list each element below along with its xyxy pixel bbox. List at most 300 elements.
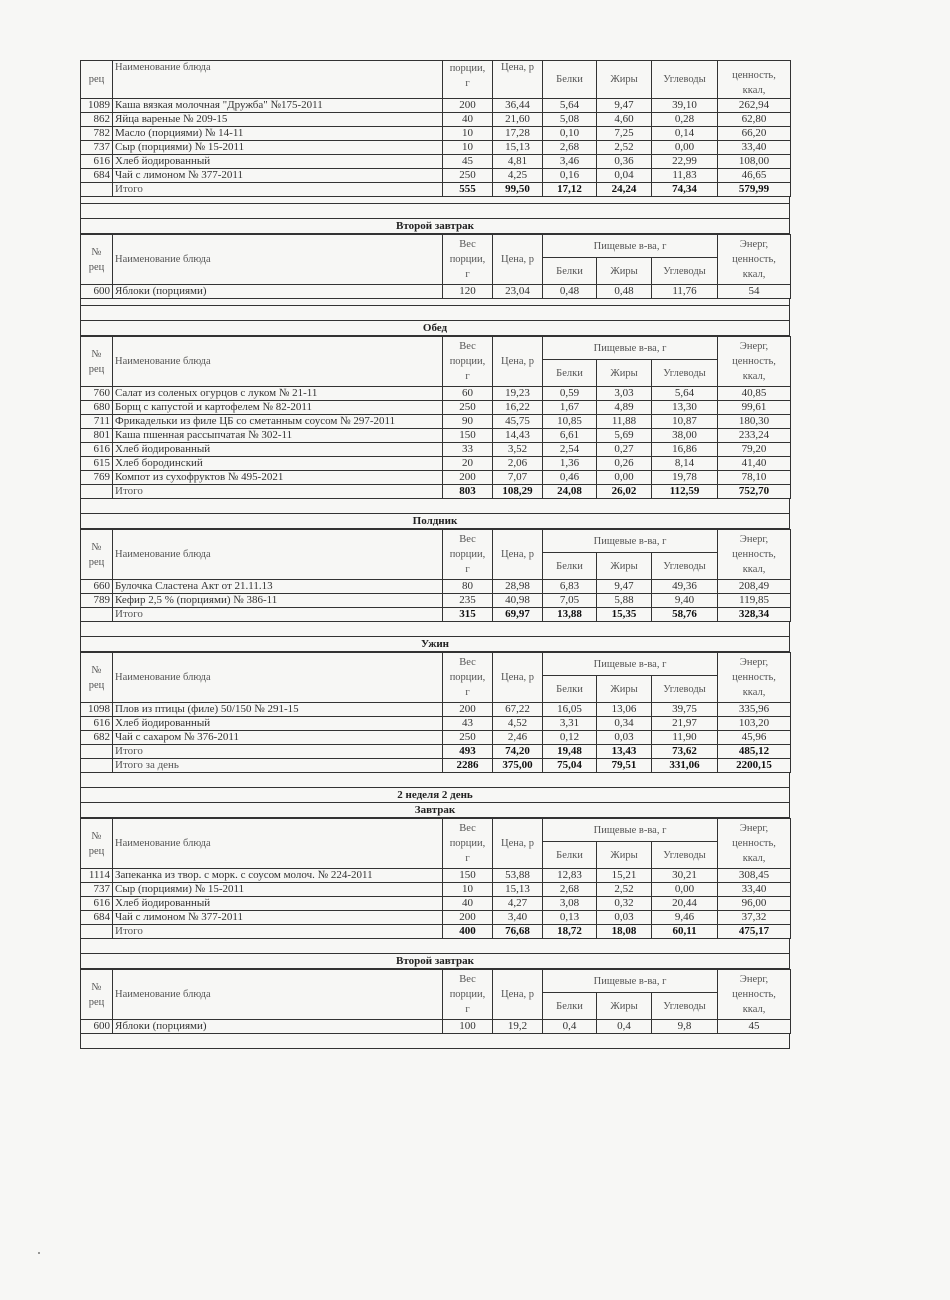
energy-value: 308,45 — [718, 869, 791, 883]
header-fats: Жиры — [597, 993, 652, 1020]
total-row — [81, 759, 791, 773]
fats-value: 24,24 — [597, 183, 652, 197]
dish-name: Чай с сахаром № 376-2011 — [113, 731, 443, 745]
table-row — [81, 911, 791, 925]
energy-value: 752,70 — [718, 485, 791, 499]
proteins-value: 0,10 — [543, 127, 597, 141]
table-row — [81, 155, 791, 169]
lunch-table — [80, 336, 791, 499]
header-energy: Энерг, ценность, ккал, — [718, 530, 791, 580]
dish-name: Масло (порциями) № 14-11 — [113, 127, 443, 141]
snack-rows — [81, 580, 791, 622]
price-value: 15,13 — [493, 141, 543, 155]
second-breakfast-table — [80, 234, 791, 299]
table-row — [81, 580, 791, 594]
table-row — [81, 429, 791, 443]
header-carbs: Углеводы — [652, 993, 718, 1020]
rec-number: 616 — [81, 155, 113, 169]
energy-value: 96,00 — [718, 897, 791, 911]
carbs-value: 9,46 — [652, 911, 718, 925]
weight-value: 200 — [443, 911, 493, 925]
price-value: 7,07 — [493, 471, 543, 485]
energy-value: 2200,15 — [718, 759, 791, 773]
fats-value: 7,25 — [597, 127, 652, 141]
header-energy: ценность, ккал, — [718, 61, 791, 99]
dish-name: Итого — [113, 485, 443, 499]
proteins-value: 2,68 — [543, 141, 597, 155]
proteins-value: 0,48 — [543, 285, 597, 299]
fats-value: 13,43 — [597, 745, 652, 759]
header-nutrients: Пищевые в-ва, г — [543, 337, 718, 360]
spacer — [80, 939, 790, 954]
header-rec: № рец — [81, 653, 113, 703]
energy-value: 45 — [718, 1020, 791, 1034]
carbs-value: 11,76 — [652, 285, 718, 299]
header-rec: № рец — [81, 819, 113, 869]
table-row — [81, 285, 791, 299]
fats-value: 26,02 — [597, 485, 652, 499]
dish-name: Чай с лимоном № 377-2011 — [113, 169, 443, 183]
fats-value: 11,88 — [597, 415, 652, 429]
header-name: Наименование блюда — [113, 653, 443, 703]
rec-number: 616 — [81, 897, 113, 911]
breakfast-2-rows — [81, 869, 791, 939]
header-nutrients: Пищевые в-ва, г — [543, 819, 718, 842]
header-energy: Энерг, ценность, ккал, — [718, 653, 791, 703]
breakfast-2-table — [80, 818, 791, 939]
header-price: Цена, р — [493, 61, 543, 99]
header-weight: Вес порции, г — [443, 235, 493, 285]
header-energy: Энерг, ценность, ккал, — [718, 819, 791, 869]
rec-number: 600 — [81, 1020, 113, 1034]
total-row — [81, 745, 791, 759]
energy-value: 54 — [718, 285, 791, 299]
header-carbs: Углеводы — [652, 360, 718, 387]
price-value: 2,06 — [493, 457, 543, 471]
dish-name: Сыр (порциями) № 15-2011 — [113, 883, 443, 897]
rec-number: 684 — [81, 911, 113, 925]
table-row — [81, 594, 791, 608]
table-row — [81, 401, 791, 415]
carbs-value: 39,75 — [652, 703, 718, 717]
table-row — [81, 457, 791, 471]
weight-value: 10 — [443, 883, 493, 897]
section-title-breakfast-2: Завтрак — [80, 803, 790, 818]
header-carbs: Углеводы — [652, 61, 718, 99]
weight-value: 250 — [443, 401, 493, 415]
price-value: 4,81 — [493, 155, 543, 169]
dish-name: Чай с лимоном № 377-2011 — [113, 911, 443, 925]
header-weight: Вес порции, г — [443, 970, 493, 1020]
rec-number: 737 — [81, 883, 113, 897]
energy-value: 103,20 — [718, 717, 791, 731]
fats-value: 79,51 — [597, 759, 652, 773]
proteins-value: 0,46 — [543, 471, 597, 485]
price-value: 19,23 — [493, 387, 543, 401]
table-row — [81, 717, 791, 731]
table-row — [81, 113, 791, 127]
dish-name: Булочка Сластена Акт от 21.11.13 — [113, 580, 443, 594]
header-fats: Жиры — [597, 676, 652, 703]
rec-number: 682 — [81, 731, 113, 745]
header-proteins: Белки — [543, 258, 597, 285]
proteins-value: 3,46 — [543, 155, 597, 169]
header-rec: № рец — [81, 337, 113, 387]
rec-number: 1098 — [81, 703, 113, 717]
header-carbs: Углеводы — [652, 553, 718, 580]
table-row — [81, 1020, 791, 1034]
fats-value: 0,32 — [597, 897, 652, 911]
weight-value: 555 — [443, 183, 493, 197]
section-title-week2-day2: 2 неделя 2 день — [80, 788, 790, 803]
carbs-value: 22,99 — [652, 155, 718, 169]
dish-name: Компот из сухофруктов № 495-2021 — [113, 471, 443, 485]
price-value: 76,68 — [493, 925, 543, 939]
weight-value: 43 — [443, 717, 493, 731]
header-price: Цена, р — [493, 970, 543, 1020]
header-price: Цена, р — [493, 235, 543, 285]
proteins-value: 1,67 — [543, 401, 597, 415]
header-name: Наименование блюда — [113, 61, 443, 99]
rec-number — [81, 925, 113, 939]
table-row — [81, 703, 791, 717]
energy-value: 119,85 — [718, 594, 791, 608]
carbs-value: 0,28 — [652, 113, 718, 127]
energy-value: 108,00 — [718, 155, 791, 169]
weight-value: 803 — [443, 485, 493, 499]
fats-value: 15,21 — [597, 869, 652, 883]
energy-value: 579,99 — [718, 183, 791, 197]
rec-number: 711 — [81, 415, 113, 429]
rec-number: 680 — [81, 401, 113, 415]
fats-value: 4,60 — [597, 113, 652, 127]
proteins-value: 75,04 — [543, 759, 597, 773]
total-row — [81, 485, 791, 499]
proteins-value: 0,13 — [543, 911, 597, 925]
weight-value: 120 — [443, 285, 493, 299]
table-row — [81, 387, 791, 401]
rec-number: 737 — [81, 141, 113, 155]
carbs-value: 19,78 — [652, 471, 718, 485]
dinner-table — [80, 652, 791, 773]
header-weight: Вес порции, г — [443, 653, 493, 703]
section-title-lunch: Обед — [80, 321, 790, 336]
energy-value: 180,30 — [718, 415, 791, 429]
energy-value: 335,96 — [718, 703, 791, 717]
energy-value: 233,24 — [718, 429, 791, 443]
carbs-value: 30,21 — [652, 869, 718, 883]
dish-name: Яйца вареные № 209-15 — [113, 113, 443, 127]
fats-value: 0,03 — [597, 731, 652, 745]
header-proteins: Белки — [543, 61, 597, 99]
header-proteins: Белки — [543, 553, 597, 580]
fats-value: 0,03 — [597, 911, 652, 925]
header-proteins: Белки — [543, 360, 597, 387]
price-value: 21,60 — [493, 113, 543, 127]
weight-value: 150 — [443, 869, 493, 883]
price-value: 53,88 — [493, 869, 543, 883]
proteins-value: 24,08 — [543, 485, 597, 499]
energy-value: 45,96 — [718, 731, 791, 745]
rec-number: 782 — [81, 127, 113, 141]
dinner-rows — [81, 703, 791, 773]
weight-value: 10 — [443, 127, 493, 141]
fats-value: 0,36 — [597, 155, 652, 169]
header-proteins: Белки — [543, 842, 597, 869]
table-row — [81, 127, 791, 141]
price-value: 99,50 — [493, 183, 543, 197]
second-breakfast-rows — [81, 285, 791, 299]
weight-value: 250 — [443, 169, 493, 183]
proteins-value: 18,72 — [543, 925, 597, 939]
header-rec: № рец — [81, 530, 113, 580]
table-row — [81, 141, 791, 155]
table-row — [81, 471, 791, 485]
fats-value: 3,03 — [597, 387, 652, 401]
price-value: 16,22 — [493, 401, 543, 415]
rec-number: 760 — [81, 387, 113, 401]
carbs-value: 331,06 — [652, 759, 718, 773]
rec-number — [81, 608, 113, 622]
carbs-value: 112,59 — [652, 485, 718, 499]
table-row — [81, 883, 791, 897]
fats-value: 2,52 — [597, 141, 652, 155]
energy-value: 66,20 — [718, 127, 791, 141]
energy-value: 40,85 — [718, 387, 791, 401]
dish-name: Сыр (порциями) № 15-2011 — [113, 141, 443, 155]
menu-document — [80, 60, 790, 1049]
header-rec: № рец — [81, 235, 113, 285]
table-row — [81, 869, 791, 883]
table-row — [81, 99, 791, 113]
second-breakfast-2-table — [80, 969, 791, 1034]
header-price: Цена, р — [493, 819, 543, 869]
table-row — [81, 169, 791, 183]
spacer — [80, 1034, 790, 1049]
section-title-second-breakfast-2: Второй завтрак — [80, 954, 790, 969]
dish-name: Хлеб бородинский — [113, 457, 443, 471]
price-value: 69,97 — [493, 608, 543, 622]
total-row — [81, 608, 791, 622]
fats-value: 2,52 — [597, 883, 652, 897]
weight-value: 40 — [443, 113, 493, 127]
energy-value: 33,40 — [718, 141, 791, 155]
header-energy: Энерг, ценность, ккал, — [718, 970, 791, 1020]
header-carbs: Углеводы — [652, 842, 718, 869]
proteins-value: 19,48 — [543, 745, 597, 759]
dish-name: Фрикадельки из филе ЦБ со сметанным соусом № 297-2011 — [113, 415, 443, 429]
carbs-value: 16,86 — [652, 443, 718, 457]
fats-value: 15,35 — [597, 608, 652, 622]
carbs-value: 0,00 — [652, 141, 718, 155]
weight-value: 45 — [443, 155, 493, 169]
weight-value: 200 — [443, 703, 493, 717]
dish-name: Плов из птицы (филе) 50/150 № 291-15 — [113, 703, 443, 717]
total-row — [81, 925, 791, 939]
header-fats: Жиры — [597, 842, 652, 869]
energy-value: 78,10 — [718, 471, 791, 485]
rec-number: 600 — [81, 285, 113, 299]
rec-number — [81, 745, 113, 759]
fats-value: 0,4 — [597, 1020, 652, 1034]
spacer — [80, 306, 790, 321]
weight-value: 400 — [443, 925, 493, 939]
second-breakfast-2-rows — [81, 1020, 791, 1034]
carbs-value: 20,44 — [652, 897, 718, 911]
fats-value: 0,26 — [597, 457, 652, 471]
fats-value: 0,48 — [597, 285, 652, 299]
carbs-value: 5,64 — [652, 387, 718, 401]
proteins-value: 5,08 — [543, 113, 597, 127]
price-value: 4,52 — [493, 717, 543, 731]
snack-table — [80, 529, 791, 622]
dish-name: Кефир 2,5 % (порциями) № 386-11 — [113, 594, 443, 608]
fats-value: 0,27 — [597, 443, 652, 457]
spacer — [80, 773, 790, 788]
carbs-value: 60,11 — [652, 925, 718, 939]
proteins-value: 6,61 — [543, 429, 597, 443]
header-fats: Жиры — [597, 258, 652, 285]
fats-value: 18,08 — [597, 925, 652, 939]
header-fats: Жиры — [597, 360, 652, 387]
carbs-value: 58,76 — [652, 608, 718, 622]
carbs-value: 10,87 — [652, 415, 718, 429]
dish-name: Хлеб йодированный — [113, 897, 443, 911]
price-value: 19,2 — [493, 1020, 543, 1034]
fats-value: 0,00 — [597, 471, 652, 485]
rec-number: 616 — [81, 443, 113, 457]
dish-name: Итого — [113, 925, 443, 939]
carbs-value: 9,40 — [652, 594, 718, 608]
dish-name: Каша пшенная рассыпчатая № 302-11 — [113, 429, 443, 443]
header-price: Цена, р — [493, 653, 543, 703]
energy-value: 41,40 — [718, 457, 791, 471]
weight-value: 493 — [443, 745, 493, 759]
dish-name: Яблоки (порциями) — [113, 1020, 443, 1034]
weight-value: 40 — [443, 897, 493, 911]
proteins-value: 1,36 — [543, 457, 597, 471]
proteins-value: 5,64 — [543, 99, 597, 113]
proteins-value: 0,16 — [543, 169, 597, 183]
header-proteins: Белки — [543, 993, 597, 1020]
rec-number: 660 — [81, 580, 113, 594]
energy-value: 328,34 — [718, 608, 791, 622]
weight-value: 250 — [443, 731, 493, 745]
header-price: Цена, р — [493, 337, 543, 387]
header-name: Наименование блюда — [113, 530, 443, 580]
dish-name: Запеканка из твор. с морк. с соусом молоч. № 224-2011 — [113, 869, 443, 883]
header-weight: Вес порции, г — [443, 337, 493, 387]
weight-value: 10 — [443, 141, 493, 155]
dish-name: Итого за день — [113, 759, 443, 773]
scan-speck — [38, 1252, 40, 1254]
proteins-value: 2,54 — [543, 443, 597, 457]
dish-name: Яблоки (порциями) — [113, 285, 443, 299]
carbs-value: 39,10 — [652, 99, 718, 113]
weight-value: 100 — [443, 1020, 493, 1034]
energy-value: 475,17 — [718, 925, 791, 939]
fats-value: 9,47 — [597, 580, 652, 594]
fats-value: 4,89 — [597, 401, 652, 415]
price-value: 67,22 — [493, 703, 543, 717]
table-row — [81, 415, 791, 429]
proteins-value: 0,59 — [543, 387, 597, 401]
weight-value: 2286 — [443, 759, 493, 773]
header-energy: Энерг, ценность, ккал, — [718, 235, 791, 285]
total-row — [81, 183, 791, 197]
table-row — [81, 731, 791, 745]
carbs-value: 9,8 — [652, 1020, 718, 1034]
fats-value: 13,06 — [597, 703, 652, 717]
weight-value: 235 — [443, 594, 493, 608]
price-value: 3,40 — [493, 911, 543, 925]
header-carbs: Углеводы — [652, 676, 718, 703]
lunch-rows — [81, 387, 791, 499]
carbs-value: 74,34 — [652, 183, 718, 197]
rec-number: 789 — [81, 594, 113, 608]
rec-number: 1114 — [81, 869, 113, 883]
rec-number — [81, 759, 113, 773]
rec-number: 1089 — [81, 99, 113, 113]
table-row — [81, 443, 791, 457]
header-proteins: Белки — [543, 676, 597, 703]
price-value: 74,20 — [493, 745, 543, 759]
price-value: 2,46 — [493, 731, 543, 745]
carbs-value: 11,83 — [652, 169, 718, 183]
price-value: 4,27 — [493, 897, 543, 911]
table-row — [81, 897, 791, 911]
proteins-value: 10,85 — [543, 415, 597, 429]
breakfast-rows — [81, 99, 791, 197]
proteins-value: 0,12 — [543, 731, 597, 745]
weight-value: 200 — [443, 471, 493, 485]
proteins-value: 2,68 — [543, 883, 597, 897]
price-value: 36,44 — [493, 99, 543, 113]
carbs-value: 11,90 — [652, 731, 718, 745]
weight-value: 150 — [443, 429, 493, 443]
rec-number: 684 — [81, 169, 113, 183]
section-title-snack: Полдник — [80, 514, 790, 529]
weight-value: 315 — [443, 608, 493, 622]
header-weight: порции, г — [443, 61, 493, 99]
dish-name: Хлеб йодированный — [113, 717, 443, 731]
header-price: Цена, р — [493, 530, 543, 580]
energy-value: 208,49 — [718, 580, 791, 594]
rec-number: 616 — [81, 717, 113, 731]
rec-number — [81, 183, 113, 197]
carbs-value: 13,30 — [652, 401, 718, 415]
carbs-value: 73,62 — [652, 745, 718, 759]
fats-value: 9,47 — [597, 99, 652, 113]
spacer — [80, 204, 790, 219]
header-energy: Энерг, ценность, ккал, — [718, 337, 791, 387]
weight-value: 80 — [443, 580, 493, 594]
price-value: 375,00 — [493, 759, 543, 773]
spacer — [80, 299, 790, 306]
weight-value: 90 — [443, 415, 493, 429]
energy-value: 33,40 — [718, 883, 791, 897]
header-nutrients: Пищевые в-ва, г — [543, 970, 718, 993]
proteins-value: 7,05 — [543, 594, 597, 608]
dish-name: Хлеб йодированный — [113, 443, 443, 457]
dish-name: Каша вязкая молочная "Дружба" №175-2011 — [113, 99, 443, 113]
header-nutrients: Пищевые в-ва, г — [543, 530, 718, 553]
proteins-value: 6,83 — [543, 580, 597, 594]
header-name: Наименование блюда — [113, 970, 443, 1020]
rec-number: 862 — [81, 113, 113, 127]
proteins-value: 3,08 — [543, 897, 597, 911]
proteins-value: 16,05 — [543, 703, 597, 717]
